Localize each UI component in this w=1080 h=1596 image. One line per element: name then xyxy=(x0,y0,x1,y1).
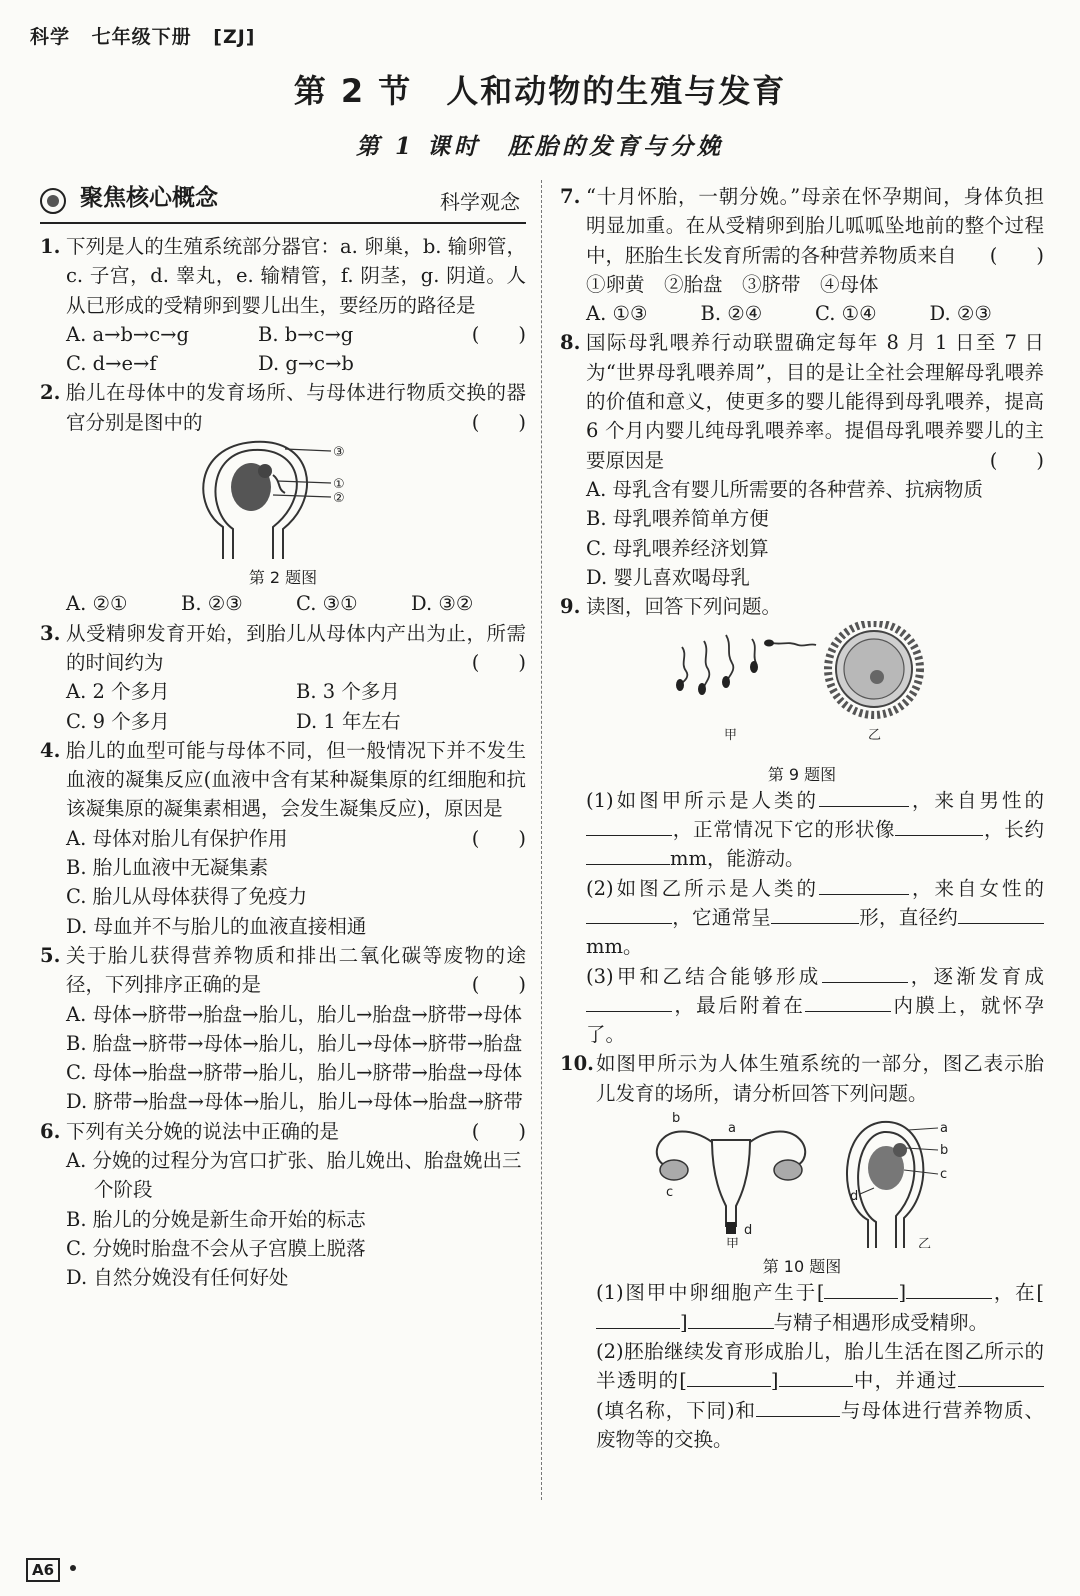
answer-paren[interactable]: ( ) xyxy=(471,826,526,850)
figure-caption: 第 9 题图 xyxy=(767,764,837,784)
sub-text: mm。 xyxy=(586,935,643,959)
fill-blank[interactable] xyxy=(819,786,909,807)
female-reproductive-organs xyxy=(657,1132,805,1235)
answer-paren[interactable]: ( ) xyxy=(471,1119,526,1143)
question-number: 4. xyxy=(40,738,61,762)
header-edition: [ZJ] xyxy=(213,26,256,48)
question-10 xyxy=(560,1049,1044,1108)
option-b[interactable]: B. 胎盘→脐带→母体→胎儿，胎儿→母体→脐带→胎盘 xyxy=(66,1031,523,1055)
option-b[interactable]: B. ②③ xyxy=(181,592,243,616)
fill-blank[interactable] xyxy=(756,1396,840,1417)
fill-blank[interactable] xyxy=(586,815,672,836)
uterus-with-fetus xyxy=(847,1122,923,1248)
answer-paren[interactable]: ( ) xyxy=(471,410,526,434)
sub-text: 中，并通过 xyxy=(852,1369,958,1393)
fig-label-yi: 乙 xyxy=(868,728,882,744)
fig-name-yi: 乙 xyxy=(918,1237,932,1249)
q9-sub-1 xyxy=(560,786,1044,874)
sub-text: ] xyxy=(680,1310,688,1334)
answer-paren[interactable]: ( ) xyxy=(989,243,1044,267)
option-d[interactable]: D. ③② xyxy=(411,592,474,616)
option-a[interactable]: A. 2 个多月 xyxy=(66,680,170,704)
question-number: 8. xyxy=(560,331,581,355)
answer-paren[interactable]: ( ) xyxy=(471,650,526,674)
question-text: 胎儿的血型可能与母体不同，但一般情况下并不发生血液的凝集反应(血液中含有某种凝集原的红细胞和抗该凝集原的凝集素相遇，会发生凝集反应)，原因是 xyxy=(66,738,526,821)
fill-blank[interactable] xyxy=(958,1366,1044,1387)
option-a[interactable]: A. 母乳含有婴儿所需要的各种营养、抗病物质 xyxy=(586,477,983,501)
fig-label-1: ① xyxy=(333,477,345,493)
question-number: 1. xyxy=(40,235,61,258)
fill-blank[interactable] xyxy=(958,903,1044,924)
question-text: 关于胎儿获得营养物质和排出二氧化碳等废物的途径，下列排序正确的是 xyxy=(66,943,526,997)
target-icon xyxy=(40,188,66,214)
sub-text: (3)甲和乙结合能够形成 xyxy=(586,964,822,988)
header-grade: 七年级下册 xyxy=(91,26,192,48)
banner-tag: 科学观念 xyxy=(440,190,520,214)
options-q2 xyxy=(40,589,526,618)
left-column xyxy=(40,182,526,1293)
question-text: 如图甲所示为人体生殖系统的一部分，图乙表示胎儿发育的场所，请分析回答下列问题。 xyxy=(596,1052,1044,1105)
question-text: “十月怀胎，一朝分娩。”母亲在怀孕期间，身体负担明显加重。在从受精卵到胎儿呱呱坠地前的整个过程中，胚胎生长发育所需的各种营养物质来自 xyxy=(586,185,1044,267)
fig-name-jia: 甲 xyxy=(726,1237,740,1249)
option-b[interactable]: B. 母乳喂养简单方便 xyxy=(586,507,769,531)
option-d[interactable]: D. ②③ xyxy=(929,302,992,326)
option-c[interactable]: C. d→e→f xyxy=(66,352,157,376)
question-number: 5. xyxy=(40,943,61,967)
option-c[interactable]: C. 分娩时胎盘不会从子宫膜上脱落 xyxy=(66,1236,366,1260)
option-d[interactable]: D. 脐带→胎盘→母体→胎儿，胎儿→母体→胎盘→脐带 xyxy=(66,1090,523,1114)
right-column xyxy=(560,182,1044,1454)
fig-label-jia: 甲 xyxy=(724,728,738,744)
question-2 xyxy=(40,378,526,437)
sub-text: (填名称，下同)和 xyxy=(596,1398,756,1422)
option-a[interactable]: A. ①③ xyxy=(586,302,648,326)
sub-text: (2)胚胎继续发育形成胎儿，胎儿生活在图乙所示的半透明的[ xyxy=(596,1339,1044,1393)
option-d[interactable]: D. 自然分娩没有任何好处 xyxy=(66,1266,289,1290)
option-a[interactable]: A. ②① xyxy=(66,592,128,616)
banner-title: 聚焦核心概念 xyxy=(80,185,218,211)
fig-label-c: c xyxy=(666,1185,674,1201)
option-b[interactable]: B. 胎儿血液中无凝集素 xyxy=(66,856,269,880)
options-q3 xyxy=(40,677,526,736)
option-a[interactable]: A. a→b→c→g xyxy=(66,322,190,346)
sub-text: 内膜上，就怀孕了。 xyxy=(586,993,1044,1047)
sub-text: ，最后附着在 xyxy=(672,993,806,1017)
sub-text: ] xyxy=(898,1281,907,1305)
page-number: A6 xyxy=(26,1558,60,1582)
uterus-fetus-diagram xyxy=(173,437,393,559)
q9-sub-2 xyxy=(560,874,1044,962)
question-number: 2. xyxy=(40,381,61,405)
question-3 xyxy=(40,619,526,678)
question-text: 下列有关分娩的说法中正确的是 xyxy=(66,1119,340,1143)
answer-paren[interactable]: ( ) xyxy=(471,973,526,997)
sub-text: ，长约 xyxy=(983,818,1044,842)
option-a[interactable]: A. 分娩的过程分为宫口扩张、胎儿娩出、胎盘娩出三个阶段 xyxy=(66,1149,522,1202)
sub-text: 形，直径约 xyxy=(859,905,958,929)
sub-text: 与精子相遇形成受精卵。 xyxy=(773,1310,989,1334)
fill-blank[interactable] xyxy=(586,903,672,924)
options-q7 xyxy=(560,299,1044,328)
fill-blank[interactable] xyxy=(824,1278,898,1299)
option-c[interactable]: C. ③① xyxy=(296,592,358,616)
header-subject: 科学 xyxy=(30,26,71,48)
sub-text: ，来自女性的 xyxy=(909,876,1044,900)
sub-text: ] xyxy=(770,1369,779,1393)
fill-blank[interactable] xyxy=(771,903,859,924)
fig-label-b: b xyxy=(940,1143,949,1159)
page-header xyxy=(30,22,270,49)
option-c[interactable]: C. 母乳喂养经济划算 xyxy=(586,536,769,560)
fill-blank[interactable] xyxy=(805,991,891,1012)
option-b[interactable]: B. ②④ xyxy=(700,302,763,326)
question-text: 从受精卵发育开始，到胎儿从母体内产出为止，所需的时间约为 xyxy=(66,621,526,674)
option-d[interactable]: D. 婴儿喜欢喝母乳 xyxy=(586,565,750,589)
sperm-cells xyxy=(676,635,816,695)
sub-text: (1)如图甲所示是人类的 xyxy=(586,788,820,812)
fig-label-a: a xyxy=(940,1121,948,1137)
option-d[interactable]: D. 母血并不与胎儿的血液直接相通 xyxy=(66,914,367,938)
lesson-title: 第 1 课时 胚胎的发育与分娩 xyxy=(355,133,725,160)
q9-sub-3 xyxy=(560,962,1044,1050)
fig-label-3: ③ xyxy=(333,445,345,461)
option-a[interactable]: A. 母体对胎儿有保护作用 xyxy=(66,826,288,850)
egg-cell xyxy=(828,623,920,715)
fig-label-d: d xyxy=(744,1223,753,1239)
sub-text: 与母体进行营养物质、废物等的交换。 xyxy=(596,1398,1044,1451)
fill-blank[interactable] xyxy=(906,1278,992,1299)
option-b[interactable]: B. b→c→g xyxy=(258,322,354,346)
option-c[interactable]: C. ①④ xyxy=(815,302,877,326)
column-divider xyxy=(541,180,542,1500)
fill-blank[interactable] xyxy=(688,1308,774,1329)
options-q1 xyxy=(40,320,450,379)
sub-text: (1)图甲中卵细胞产生于[ xyxy=(596,1281,825,1305)
question-number: 9. xyxy=(560,595,581,619)
option-c[interactable]: C. 胎儿从母体获得了免疫力 xyxy=(66,885,308,909)
question-7 xyxy=(560,182,1044,270)
question-number: 7. xyxy=(560,185,581,208)
fill-blank[interactable] xyxy=(586,844,670,865)
core-concept-banner xyxy=(40,182,526,224)
sperm-egg-diagram xyxy=(652,621,952,755)
fig-label-d: d xyxy=(850,1189,859,1205)
option-d[interactable]: D. g→c→b xyxy=(258,352,354,376)
page-dot-icon xyxy=(70,1565,76,1571)
option-c[interactable]: C. 母体→胎盘→脐带→胎儿，胎儿→脐带→胎盘→母体 xyxy=(66,1061,523,1085)
question-9 xyxy=(560,592,1044,621)
question-number: 6. xyxy=(40,1119,61,1143)
sub-text: ，它通常呈 xyxy=(672,905,771,929)
answer-paren[interactable]: ( ) xyxy=(989,448,1044,472)
question-number: 3. xyxy=(40,621,61,645)
fill-blank[interactable] xyxy=(895,815,983,836)
option-c[interactable]: C. 9 个多月 xyxy=(66,709,170,733)
question-text: 下列是人的生殖系统部分器官：a. 卵巢，b. 输卵管，c. 子宫，d. 睾丸，e. 输精管，f. 阴茎，g. 阴道。人从已形成的受精卵到婴儿出生，要经历的路径是 xyxy=(66,235,526,317)
fill-blank[interactable] xyxy=(586,991,672,1012)
q2-figure xyxy=(40,437,526,567)
sub-text: ，来自男性的 xyxy=(909,788,1044,812)
option-b[interactable]: B. 3 个多月 xyxy=(296,680,400,704)
option-d[interactable]: D. 1 年左右 xyxy=(296,709,401,733)
fig-label-c: c xyxy=(940,1167,948,1183)
sub-text: ，正常情况下它的形状像 xyxy=(672,818,896,842)
fig-label-2: ② xyxy=(333,491,345,507)
fig-label-b: b xyxy=(672,1111,681,1127)
question-number: 10. xyxy=(560,1052,594,1076)
question-text: 读图，回答下列问题。 xyxy=(586,595,782,619)
question-text: 胎儿在母体中的发育场所、与母体进行物质交换的器官分别是图中的 xyxy=(66,381,526,434)
sub-text: ，逐渐发育成 xyxy=(907,964,1044,988)
figure-caption: 第 10 题图 xyxy=(762,1257,842,1277)
question-8 xyxy=(560,328,1044,474)
question-6 xyxy=(40,1117,526,1146)
option-b[interactable]: B. 胎儿的分娩是新生命开始的标志 xyxy=(66,1207,366,1231)
q10-figure xyxy=(560,1108,1044,1256)
answer-paren[interactable]: ( ) xyxy=(471,322,526,346)
question-5 xyxy=(40,941,526,1000)
sub-text: (2)如图乙所示是人类的 xyxy=(586,876,820,900)
option-a[interactable]: A. 母体→脐带→胎盘→胎儿，胎儿→胎盘→脐带→母体 xyxy=(66,1002,523,1026)
fill-blank[interactable] xyxy=(596,1308,680,1329)
fill-blank[interactable] xyxy=(819,874,909,895)
reproductive-system-diagram xyxy=(642,1108,962,1248)
sub-text: ，在[ xyxy=(992,1281,1045,1305)
figure-caption: 第 2 题图 xyxy=(248,568,318,588)
fill-blank[interactable] xyxy=(687,1366,771,1387)
q10-sub-2 xyxy=(560,1337,1044,1454)
q9-figure xyxy=(560,621,1044,763)
q10-sub-1 xyxy=(560,1278,1044,1337)
fill-blank[interactable] xyxy=(822,962,908,983)
sub-text: mm，能游动。 xyxy=(670,847,805,871)
section-title: 第 2 节 人和动物的生殖与发育 xyxy=(293,72,787,110)
fig-label-a: a xyxy=(728,1121,736,1137)
fill-blank[interactable] xyxy=(779,1366,853,1387)
question-text: 国际母乳喂养行动联盟确定每年 8 月 1 日至 7 日为“世界母乳喂养周”，目的是让全社会理解母乳喂养的价值和意义，使更多的婴儿能得到母乳喂养，提高 6 个月内婴儿纯母乳喂养率。提倡母乳喂养婴儿的主要原因是 xyxy=(586,331,1044,472)
q7-items: ①卵黄 ②胎盘 ③脐带 ④母体 xyxy=(586,272,879,296)
